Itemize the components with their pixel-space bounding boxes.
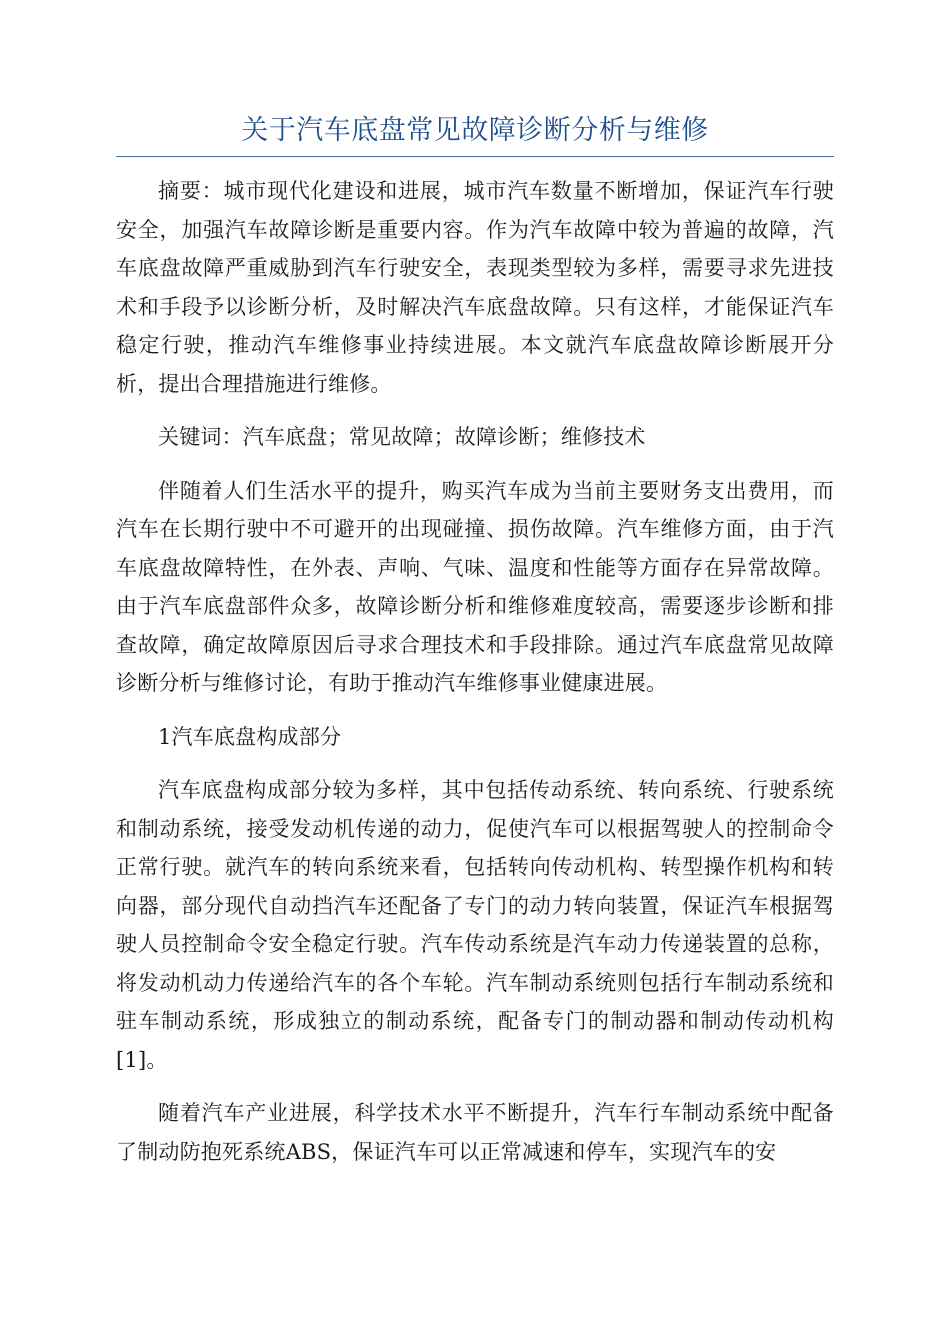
document-title: 关于汽车底盘常见故障诊断分析与维修	[241, 115, 709, 146]
keywords-paragraph: 关键词：汽车底盘；常见故障；故障诊断；维修技术	[158, 425, 646, 449]
body-paragraph: 汽车底盘构成部分较为多样，其中包括传动系统、转向系统、行驶系统和制动系统，接受发动机传递的动力，促使汽车可以根据驾驶人的控制命令正常行驶。就汽车的转向系统来看，包括转向传动机构、转型操作机构和转向器，部分现代自动挡汽车还配备了专门的动力转向装置，保证汽车根据驾驶人员控制命令安全稳定行驶。汽车传动系统是汽车动力传递装置的总称，将发动机动力传递给汽车的各个车轮。汽车制动系统则包括行车制动系统和驻车制动系统，形成独立的制动系统，配备专门的制动器和制动传动机构[1]。	[116, 778, 834, 1072]
intro-paragraph: 伴随着人们生活水平的提升，购买汽车成为当前主要财务支出费用，而汽车在长期行驶中不可避开的出现碰撞、损伤故障。汽车维修方面，由于汽车底盘故障特性，在外表、声响、气味、温度和性能等方面存在异常故障。由于汽车底盘部件众多，故障诊断分析和维修难度较高，需要逐步诊断和排查故障，确定故障原因后寻求合理技术和手段排除。通过汽车底盘常见故障诊断分析与维修讨论，有助于推动汽车维修事业健康进展。	[116, 478, 834, 695]
document-body	[116, 172, 834, 1186]
title-block	[116, 112, 834, 157]
body-paragraph: 随着汽车产业进展，科学技术水平不断提升，汽车行车制动系统中配备了制动防抱死系统ABS，保证汽车可以正常减速和停车，实现汽车的安	[116, 1101, 834, 1164]
section-heading: 1汽车底盘构成部分	[158, 724, 342, 749]
abstract-paragraph: 摘要：城市现代化建设和进展，城市汽车数量不断增加，保证汽车行驶安全，加强汽车故障诊断是重要内容。作为汽车故障中较为普遍的故障，汽车底盘故障严重威胁到汽车行驶安全，表现类型较为多样，需要寻求先进技术和手段予以诊断分析，及时解决汽车底盘故障。只有这样，才能保证汽车稳定行驶，推动汽车维修事业持续进展。本文就汽车底盘故障诊断展开分析，提出合理措施进行维修。	[116, 179, 834, 396]
